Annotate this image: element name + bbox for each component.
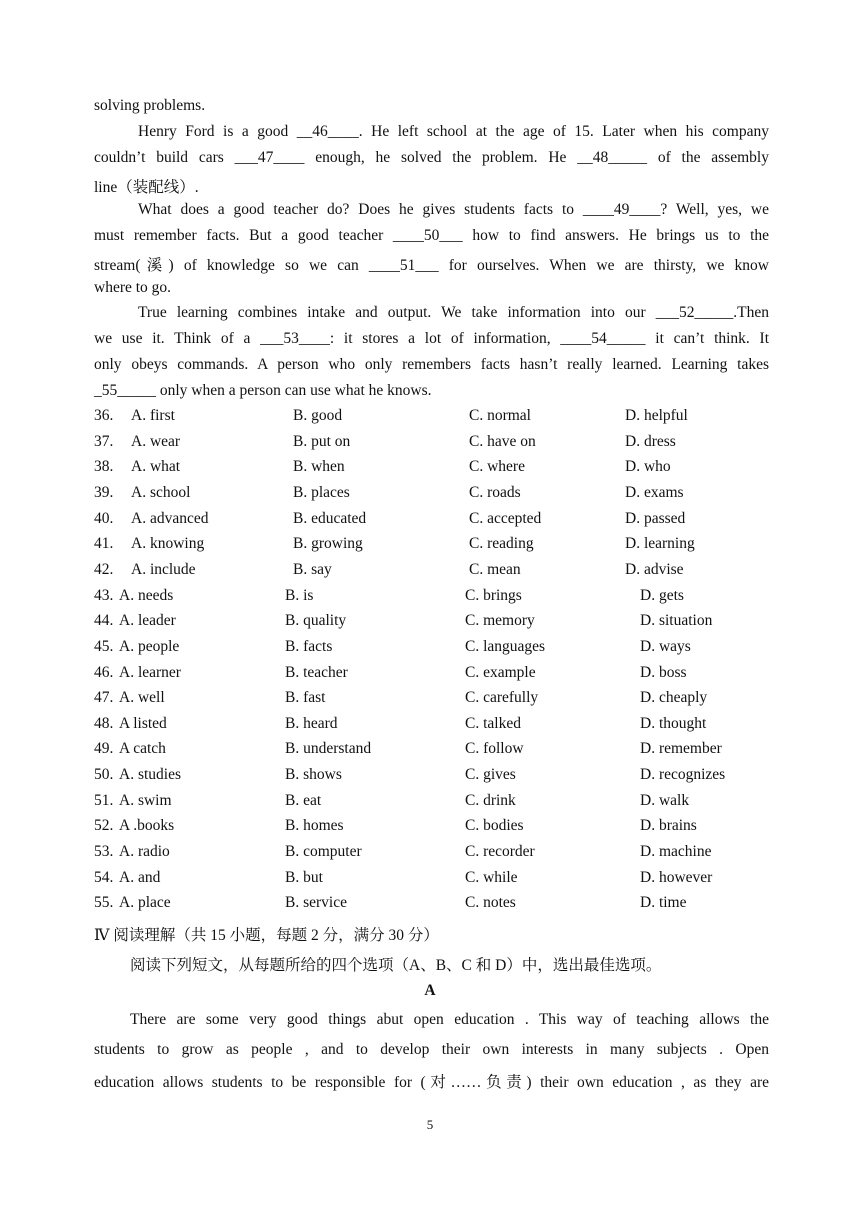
option-d: D. brains — [640, 817, 697, 834]
passage-line: where to go. — [94, 279, 172, 296]
option-a: A listed — [119, 715, 167, 732]
passage-line: True learning combines intake and output. We take information into our ___52_____.Then — [138, 304, 769, 321]
option-c: C. bodies — [465, 817, 524, 834]
question-number: 49. — [94, 740, 114, 757]
question-number: 37. — [94, 433, 114, 450]
option-a: A. leader — [119, 612, 176, 629]
passage-a-line: There are some very good things abut open education . This way of teaching allows the — [130, 1011, 769, 1028]
option-c: C. talked — [465, 715, 521, 732]
option-b: B. quality — [285, 612, 347, 629]
option-d: D. boss — [640, 664, 687, 681]
option-b: B. eat — [285, 792, 322, 809]
option-d: D. learning — [625, 535, 695, 552]
question-number: 54. — [94, 869, 114, 886]
question-number: 52. — [94, 817, 114, 834]
option-b: B. say — [293, 561, 332, 578]
passage-line: stream(溪) of knowledge so we can ____51___ for ourselves. When we are thirsty, we know — [94, 257, 769, 274]
passage-line: solving problems. — [94, 97, 206, 114]
option-a: A. needs — [119, 587, 174, 604]
question-number: 44. — [94, 612, 114, 629]
question-number: 51. — [94, 792, 114, 809]
option-b: B. heard — [285, 715, 338, 732]
option-b: B. facts — [285, 638, 333, 655]
option-a: A. people — [119, 638, 180, 655]
option-b: B. understand — [285, 740, 372, 757]
passage-line: Henry Ford is a good __46____. He left school at the age of 15. Later when his company — [138, 123, 769, 140]
option-d: D. gets — [640, 587, 684, 604]
passage-line: _55_____ only when a person can use what he knows. — [94, 382, 432, 399]
option-c: C. follow — [465, 740, 524, 757]
option-b: B. computer — [285, 843, 362, 860]
option-a: A .books — [119, 817, 175, 834]
option-d: D. helpful — [625, 407, 688, 424]
option-d: D. cheaply — [640, 689, 708, 706]
question-number: 47. — [94, 689, 114, 706]
passage-line: couldn’t build cars ___47____ enough, he solved the problem. He __48_____ of the assembly — [94, 149, 769, 166]
option-a: A. include — [131, 561, 196, 578]
passage-a-line: education allows students to be responsible for (对……负责) their own education , as they are — [94, 1074, 769, 1091]
option-c: C. while — [465, 869, 518, 886]
option-b: B. but — [285, 869, 323, 886]
option-b: B. is — [285, 587, 314, 604]
option-a: A. wear — [131, 433, 181, 450]
option-b: B. when — [293, 458, 345, 475]
option-d: D. machine — [640, 843, 712, 860]
option-d: D. thought — [640, 715, 707, 732]
passage-label: A — [424, 982, 436, 999]
option-b: B. homes — [285, 817, 344, 834]
option-c: C. drink — [465, 792, 516, 809]
question-number: 40. — [94, 510, 114, 527]
option-d: D. situation — [640, 612, 713, 629]
option-c: C. recorder — [465, 843, 535, 860]
question-number: 50. — [94, 766, 114, 783]
option-c: C. normal — [469, 407, 531, 424]
option-c: C. gives — [465, 766, 516, 783]
option-b: B. put on — [293, 433, 351, 450]
option-d: D. exams — [625, 484, 684, 501]
question-number: 48. — [94, 715, 114, 732]
option-a: A. learner — [119, 664, 181, 681]
option-d: D. walk — [640, 792, 690, 809]
option-b: B. good — [293, 407, 343, 424]
question-number: 46. — [94, 664, 114, 681]
question-number: 43. — [94, 587, 114, 604]
passage-line: line（装配线）. — [94, 179, 199, 196]
option-d: D. time — [640, 894, 687, 911]
option-d: D. remember — [640, 740, 722, 757]
option-c: C. notes — [465, 894, 516, 911]
option-b: B. educated — [293, 510, 367, 527]
question-number: 41. — [94, 535, 114, 552]
option-b: B. service — [285, 894, 347, 911]
option-d: D. advise — [625, 561, 684, 578]
passage-line: What does a good teacher do? Does he gives students facts to ____49____? Well, yes, we — [138, 201, 769, 218]
option-d: D. dress — [625, 433, 676, 450]
option-c: C. roads — [469, 484, 521, 501]
option-c: C. accepted — [469, 510, 542, 527]
option-a: A. well — [119, 689, 165, 706]
option-c: C. memory — [465, 612, 535, 629]
passage-line: only obeys commands. A person who only remembers facts hasn’t really learned. Learning takes — [94, 356, 769, 373]
option-c: C. have on — [469, 433, 536, 450]
option-c: C. where — [469, 458, 525, 475]
option-d: D. recognizes — [640, 766, 726, 783]
option-a: A. advanced — [131, 510, 209, 527]
option-c: C. example — [465, 664, 536, 681]
option-a: A. studies — [119, 766, 181, 783]
question-number: 45. — [94, 638, 114, 655]
option-a: A. school — [131, 484, 191, 501]
option-c: C. mean — [469, 561, 521, 578]
option-a: A. knowing — [131, 535, 205, 552]
option-a: A. radio — [119, 843, 170, 860]
passage-line: we use it. Think of a ___53____: it stores a lot of information, ____54_____ it can’t think. It — [94, 330, 769, 347]
option-b: B. places — [293, 484, 350, 501]
option-c: C. reading — [469, 535, 534, 552]
option-c: C. brings — [465, 587, 522, 604]
passage-a-line: students to grow as people , and to develop their own interests in many subjects . Open — [94, 1041, 769, 1058]
option-b: B. teacher — [285, 664, 348, 681]
option-a: A catch — [119, 740, 166, 757]
option-d: D. who — [625, 458, 671, 475]
option-d: D. passed — [625, 510, 686, 527]
question-number: 53. — [94, 843, 114, 860]
passage-line: must remember facts. But a good teacher ____50___ how to find answers. He brings us to the — [94, 227, 769, 244]
question-number: 42. — [94, 561, 114, 578]
question-number: 36. — [94, 407, 114, 424]
option-b: B. fast — [285, 689, 326, 706]
option-a: A. place — [119, 894, 171, 911]
option-c: C. carefully — [465, 689, 539, 706]
option-c: C. languages — [465, 638, 546, 655]
option-a: A. what — [131, 458, 181, 475]
option-a: A. first — [131, 407, 175, 424]
page-number: 5 — [426, 1117, 434, 1132]
question-number: 39. — [94, 484, 114, 501]
option-a: A. swim — [119, 792, 172, 809]
option-d: D. however — [640, 869, 713, 886]
option-b: B. shows — [285, 766, 342, 783]
section-heading: Ⅳ 阅读理解（共 15 小题，每题 2 分，满分 30 分） — [94, 927, 439, 944]
question-number: 55. — [94, 894, 114, 911]
section-instruction: 阅读下列短文，从每题所给的四个选项（A、B、C 和 D）中，选出最佳选项。 — [130, 957, 662, 974]
option-b: B. growing — [293, 535, 363, 552]
question-number: 38. — [94, 458, 114, 475]
option-d: D. ways — [640, 638, 691, 655]
option-a: A. and — [119, 869, 161, 886]
